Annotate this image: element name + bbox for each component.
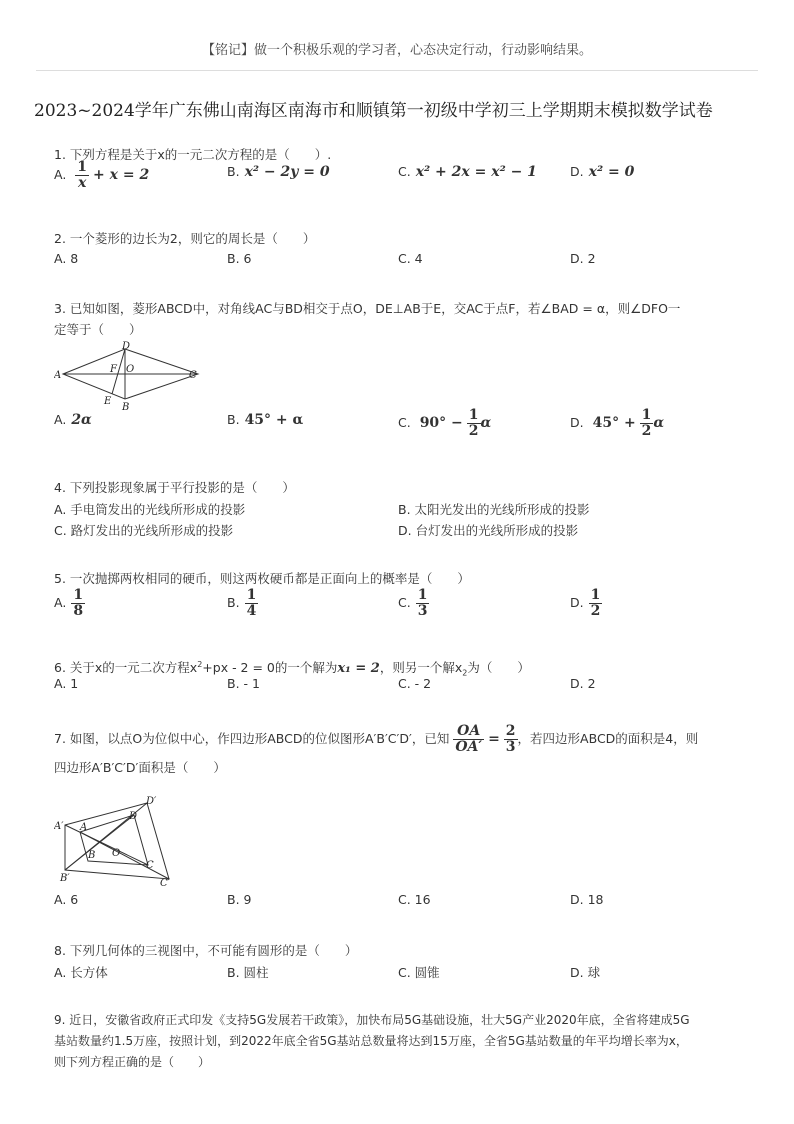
q5-a-fraction: [71, 588, 85, 619]
q5-a-label: A.: [54, 595, 67, 610]
q6-stem-mid: +px - 2 = 0的一个解为: [202, 660, 338, 676]
q3-c-label: C.: [398, 415, 411, 430]
q3-d-den: 2: [641, 423, 652, 439]
exam-title: 2023~2024学年广东佛山南海区南海市和顺镇第一初级中学初三上学期期末模拟数学试卷: [34, 101, 713, 121]
q7-options: [54, 892, 754, 918]
q3-d-fraction: [640, 408, 654, 439]
q7-ratio-fraction: [453, 724, 484, 755]
q6-option-c[interactable]: C. - 2: [398, 676, 432, 691]
q7-label-a: A: [80, 822, 88, 833]
q6-stem-post2: 为（ ）: [467, 660, 530, 676]
q7-stem-pre: 7. 如图，以点O为位似中心，作四边形ABCD的位似图形A′B′C′D′，已知: [54, 731, 450, 746]
q1-option-a[interactable]: [54, 160, 149, 191]
q3-b-label: B.: [227, 412, 240, 427]
q7-eq: =: [488, 731, 500, 747]
q5-a-den: 8: [73, 603, 84, 619]
q3-rhombus-figure: [54, 340, 204, 414]
q5-c-den: 3: [417, 603, 428, 619]
q7-val-den: 3: [505, 739, 516, 755]
q3-c-num: 1: [468, 407, 479, 423]
q4-option-b[interactable]: B. 太阳光发出的光线所形成的投影: [398, 502, 590, 517]
q3-label-f: F: [110, 364, 117, 375]
q8-stem: 8. 下列几何体的三视图中，不可能有圆形的是（ ）: [54, 943, 358, 958]
q6-option-a[interactable]: A. 1: [54, 676, 79, 691]
q1-option-d[interactable]: [570, 164, 634, 180]
q7-label-o: O: [112, 848, 121, 859]
q5-options: [54, 587, 754, 619]
q1-a-den: x: [77, 175, 87, 191]
q3-label-d: D: [122, 341, 131, 352]
q2-stem: 2. 一个菱形的边长为2，则它的周长是（ ）: [54, 231, 316, 246]
q1-a-num: 1: [77, 159, 88, 175]
q3-b-text: 45° + α: [244, 412, 304, 428]
q7-val-num: 2: [505, 723, 516, 739]
q5-c-label: C.: [398, 595, 411, 610]
q3-c-den: 2: [468, 423, 479, 439]
q4-option-c[interactable]: C. 路灯发出的光线所形成的投影: [54, 523, 234, 538]
q7-option-c[interactable]: C. 16: [398, 892, 431, 907]
q1-stem: 1. 下列方程是关于x的一元二次方程的是（ ）.: [54, 147, 332, 162]
q7-option-d[interactable]: D. 18: [570, 892, 604, 907]
q6-option-b[interactable]: B. - 1: [227, 676, 260, 691]
q9-stem-line3: 则下列方程正确的是（ ）: [54, 1055, 211, 1069]
q3-c-fraction: [467, 408, 481, 439]
q3-d-pre: 45° +: [592, 415, 636, 431]
q4-options-row2: [54, 521, 754, 547]
q7-label-b: B: [88, 850, 96, 861]
q2-options: [54, 251, 754, 277]
q1-a-rest: + x = 2: [93, 167, 150, 183]
q5-stem: 5. 一次抛掷两枚相同的硬币，则这两枚硬币都是正面向上的概率是（ ）: [54, 571, 470, 586]
q2-option-d[interactable]: D. 2: [570, 251, 596, 266]
q3-a-text: 2α: [71, 412, 92, 428]
q1-b-label: B.: [227, 164, 240, 179]
q3-option-d[interactable]: [570, 408, 664, 439]
q3-options: [54, 407, 754, 439]
q3-label-o: O: [126, 364, 135, 375]
q4-stem: 4. 下列投影现象属于平行投影的是（ ）: [54, 480, 295, 495]
q5-option-c[interactable]: [398, 588, 429, 619]
q5-option-d[interactable]: [570, 588, 602, 619]
q5-b-num: 1: [246, 587, 257, 603]
q7-label-b2: B′: [60, 873, 70, 884]
q7-value-fraction: [504, 724, 518, 755]
q7-label-d2: D′: [146, 796, 157, 807]
q5-c-fraction: [416, 588, 430, 619]
header-divider: [36, 70, 758, 71]
q3-label-b: B: [122, 402, 130, 413]
q3-label-c: C: [189, 370, 197, 381]
q8-options: [54, 963, 754, 989]
q5-option-a[interactable]: [54, 588, 85, 619]
q1-c-text: x² + 2x = x² − 1: [415, 164, 537, 180]
q4-option-a[interactable]: A. 手电筒发出的光线所形成的投影: [54, 502, 246, 517]
q2-option-a[interactable]: A. 8: [54, 251, 79, 266]
q7-label-c2: C′: [160, 878, 170, 888]
q8-option-a[interactable]: A. 长方体: [54, 965, 108, 980]
q8-option-b[interactable]: B. 圆柱: [227, 965, 269, 980]
q3-stem-line2: 定等于（ ）: [54, 322, 142, 337]
q6-stem-sub: 2: [462, 668, 468, 678]
q1-option-c[interactable]: [398, 164, 537, 180]
q6-options: [54, 676, 754, 702]
q1-option-b[interactable]: [227, 164, 330, 180]
q8-option-c[interactable]: C. 圆锥: [398, 965, 440, 980]
q3-option-b[interactable]: [227, 412, 303, 428]
q9-stem-line2: 基站数量约1.5万座，按照计划，到2022年底全省5G基站总数量将达到15万座，全省5G基站数量的年平均增长率为x，: [54, 1034, 688, 1048]
q5-d-fraction: [589, 588, 603, 619]
q1-a-fraction: [75, 160, 89, 191]
q7-option-a[interactable]: A. 6: [54, 892, 79, 907]
q5-c-num: 1: [417, 587, 428, 603]
q7-option-b[interactable]: B. 9: [227, 892, 252, 907]
q2-option-c[interactable]: C. 4: [398, 251, 423, 266]
q7-label-c: C: [146, 860, 154, 871]
q3-d-post: α: [653, 415, 665, 431]
q5-d-den: 2: [590, 603, 601, 619]
q6-stem-post1: ，则另一个解x: [379, 660, 463, 676]
q1-b-text: x² − 2y = 0: [244, 164, 330, 180]
q5-b-fraction: [245, 588, 259, 619]
q3-option-a[interactable]: [54, 412, 92, 428]
q1-options: [54, 159, 754, 191]
q1-d-text: x² = 0: [588, 164, 635, 180]
page-motto: 【铭记】做一个积极乐观的学习者，心态决定行动，行动影响结果。: [201, 43, 592, 58]
q3-d-label: D.: [570, 415, 584, 430]
q3-label-e: E: [104, 396, 112, 407]
q5-d-label: D.: [570, 595, 584, 610]
q8-option-d[interactable]: D. 球: [570, 965, 601, 980]
q6-option-d[interactable]: D. 2: [570, 676, 596, 691]
q7-homothety-figure: [54, 792, 184, 888]
q5-d-num: 1: [590, 587, 601, 603]
q3-c-pre: 90° −: [419, 415, 463, 431]
q7-frac-den: OA′: [455, 739, 483, 755]
q7-frac-num: OA: [453, 724, 484, 740]
q9-stem-line1: 9. 近日，安徽省政府正式印发《支持5G发展若干政策》，加快布局5G基础设施，壮大5G产业2020年底，全省将建成5G: [54, 1013, 690, 1027]
q3-option-c[interactable]: [398, 408, 491, 439]
q6-stem-sup: 2: [197, 660, 203, 669]
q5-a-num: 1: [73, 587, 84, 603]
q5-b-den: 4: [246, 603, 257, 619]
q7-label-a2: A′: [54, 821, 64, 832]
q1-c-label: C.: [398, 164, 411, 179]
q7-stem-line2: 四边形A′B′C′D′面积是（ ）: [54, 760, 226, 775]
q6-stem-math: x₁ = 2: [337, 661, 380, 677]
q3-d-num: 1: [641, 407, 652, 423]
q3-label-a: A: [54, 370, 62, 381]
q1-d-label: D.: [570, 164, 584, 179]
q5-b-label: B.: [227, 595, 240, 610]
q3-a-label: A.: [54, 412, 67, 427]
q7-label-d: D: [129, 811, 138, 822]
q7-stem-line1: [54, 722, 744, 756]
q3-stem-line1: 3. 已知如图，菱形ABCD中，对角线AC与BD相交于点O，DE⊥AB于E，交AC于点F，若∠BAD = α，则∠DFO一: [54, 301, 681, 316]
q4-option-d[interactable]: D. 台灯发出的光线所形成的投影: [398, 523, 579, 538]
q6-stem-pre: 6. 关于x的一元二次方程x: [54, 660, 198, 676]
q2-option-b[interactable]: B. 6: [227, 251, 252, 266]
q1-a-label: A.: [54, 167, 67, 182]
q7-stem-post: ，若四边形ABCD的面积是4，则: [517, 731, 699, 746]
q3-c-post: α: [480, 415, 492, 431]
q5-option-b[interactable]: [227, 588, 258, 619]
